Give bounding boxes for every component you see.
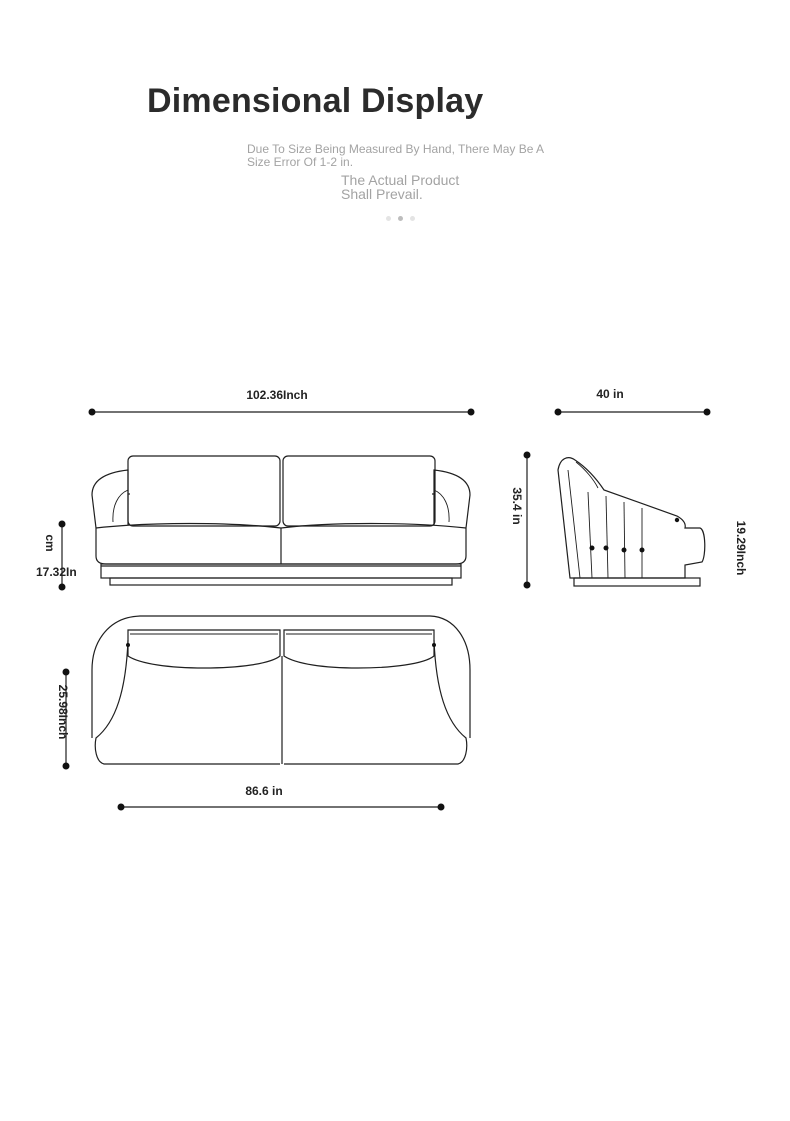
overall-width-label: 102.36Inch [246, 388, 308, 402]
seat-depth-label: 25.98Inch [56, 684, 70, 740]
depth-label: 40 in [596, 387, 624, 401]
overall-width-dimension [89, 388, 475, 416]
depth-dimension [555, 387, 711, 416]
sofa-top-view [92, 616, 470, 764]
inner-width-label: 86.6 in [245, 784, 283, 798]
sofa-front-view [92, 456, 470, 585]
prevail-note-line-1: The Actual Product [341, 172, 460, 188]
page-title: Dimensional Display [147, 82, 484, 120]
sofa-side-view [558, 458, 705, 586]
overall-height-label: 35.4 in [510, 487, 524, 525]
arm-height-dimension [36, 521, 77, 591]
seat-depth-dimension [56, 669, 70, 770]
overall-height-dimension [510, 452, 531, 589]
inner-width-dimension [118, 784, 445, 811]
prevail-note-line-2: Shall Prevail. [341, 186, 423, 202]
seat-height-dimension [734, 521, 748, 576]
seat-height-label: 19.29Inch [734, 520, 748, 576]
measurement-note-line-2: Size Error Of 1-2 in. [247, 155, 354, 169]
arm-height-label: 17.32In [36, 565, 77, 579]
measurement-note-line-1: Due To Size Being Measured By Hand, There May Be A [247, 142, 545, 156]
cm-mark-label: cm [43, 534, 57, 552]
